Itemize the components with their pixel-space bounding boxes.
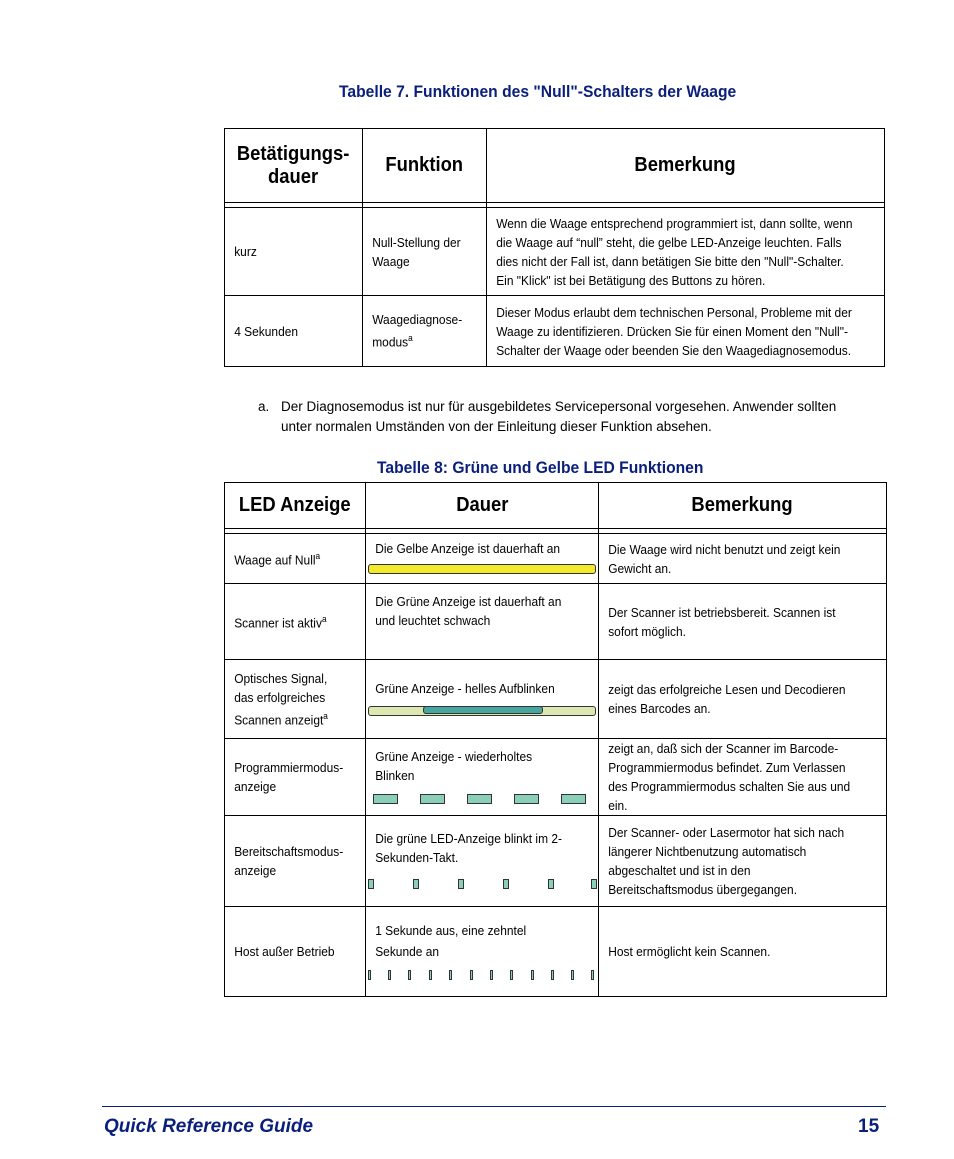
cell-anzeige: Programmiermodus-anzeige xyxy=(234,760,344,794)
footer-title: Quick Reference Guide xyxy=(104,1116,314,1137)
table8 xyxy=(224,482,887,997)
cell-dauer: Die grüne LED-Anzeige blinkt im 2-Sekunden-Takt. xyxy=(375,831,563,865)
footer-rule xyxy=(102,1106,886,1107)
page-number: 15 xyxy=(858,1116,880,1137)
cell-anzeige: Waage auf Null$^a$ xyxy=(234,551,321,568)
cell-funktion: Waagediagnose- modus$^a$ xyxy=(372,312,463,350)
cell-dauer: 1 Sekunde aus, eine zehntel Sekunde an xyxy=(375,922,527,959)
cell-bemerkung: Dieser Modus erlaubt dem technischen Personal, Probleme mit der Waage zu identifizieren. Drücken Sie für einen Moment den "Null"-Schalter der Waage oder beenden Sie den Waagediagnosemodus. xyxy=(496,304,852,358)
footnote-mark: a xyxy=(408,333,413,344)
table-row xyxy=(225,296,885,367)
table8-header-dauer: Dauer xyxy=(366,483,599,529)
table8-header-bemerkung: Bemerkung xyxy=(599,483,887,529)
table7-header-funktion: Funktion xyxy=(363,129,487,203)
cell-bemerkung: Der Scanner- oder Lasermotor hat sich nach längerer Nichtbenutzung automatisch abgeschaltet und ist in den Bereitschaftsmodus übergegangen. xyxy=(608,825,845,897)
table-row xyxy=(225,907,887,997)
cell-dauer: Die Grüne Anzeige ist dauerhaft an und leuchtet schwach xyxy=(375,593,562,628)
cell-dauer: Grüne Anzeige - helles Aufblinken xyxy=(375,680,555,696)
green-led-host-blink xyxy=(368,970,596,984)
table-row xyxy=(225,208,885,296)
cell-anzeige: Scanner ist aktiv$^a$ xyxy=(234,614,327,631)
cell-anzeige: Optisches Signal, das erfolgreiches Scannen anzeigt$^a$ xyxy=(234,670,328,728)
table7 xyxy=(224,128,885,367)
cell-funktion: Null-Stellung der Waage xyxy=(372,234,461,269)
cell-bemerkung: zeigt an, daß sich der Scanner im Barcode-Programmiermodus befindet. Zum Verlassen des Programmiermodus schalten Sie aus und ein. xyxy=(608,741,851,813)
cell-anzeige: Host außer Betrieb xyxy=(234,944,335,959)
cell-bemerkung: zeigt das erfolgreiche Lesen und Decodieren eines Barcodes an. xyxy=(608,682,846,716)
table8-header-led-anzeige: LED Anzeige xyxy=(225,483,366,529)
yellow-led-solid xyxy=(368,564,596,578)
cell-bemerkung: Wenn die Waage entsprechend programmiert ist, dann sollte, wenn die Waage auf “null” steht, die gelbe LED-Anzeige leuchten. Falls dies nicht der Fall ist, dann betätigen Sie bitte den "Null"-Schalter. Ein "Klick" ist bei Betätigung des Buttons zu hören. xyxy=(496,215,853,288)
table7-header-bemerkung: Bemerkung xyxy=(487,129,885,203)
cell-bemerkung: Host ermöglicht kein Scannen. xyxy=(608,944,771,959)
cell-dauer: 4 Sekunden xyxy=(234,323,299,339)
cell-dauer: kurz xyxy=(234,244,257,259)
table-row xyxy=(225,660,887,739)
table7-caption: Tabelle 7. Funktionen des "Null"-Schalters der Waage xyxy=(339,82,737,101)
table-row xyxy=(225,534,887,584)
green-led-repeated-blink xyxy=(368,794,596,808)
cell-bemerkung: Die Waage wird nicht benutzt und zeigt kein Gewicht an. xyxy=(608,541,841,576)
table-row xyxy=(225,816,887,907)
cell-bemerkung: Der Scanner ist betriebsbereit. Scannen ist sofort möglich. xyxy=(608,604,836,639)
green-led-flash xyxy=(368,706,596,720)
table8-caption: Tabelle 8: Grüne und Gelbe LED Funktionen xyxy=(377,458,704,477)
green-led-2s-blink xyxy=(368,879,596,893)
table-row xyxy=(225,584,887,660)
table7-header-dauer: Betätigungs- dauer xyxy=(225,129,363,203)
cell-dauer: Grüne Anzeige - wiederholtes Blinken xyxy=(375,748,533,783)
table-row xyxy=(225,739,887,816)
cell-dauer: Die Gelbe Anzeige ist dauerhaft an xyxy=(375,541,561,556)
cell-anzeige: Bereitschaftsmodus-anzeige xyxy=(234,844,344,878)
